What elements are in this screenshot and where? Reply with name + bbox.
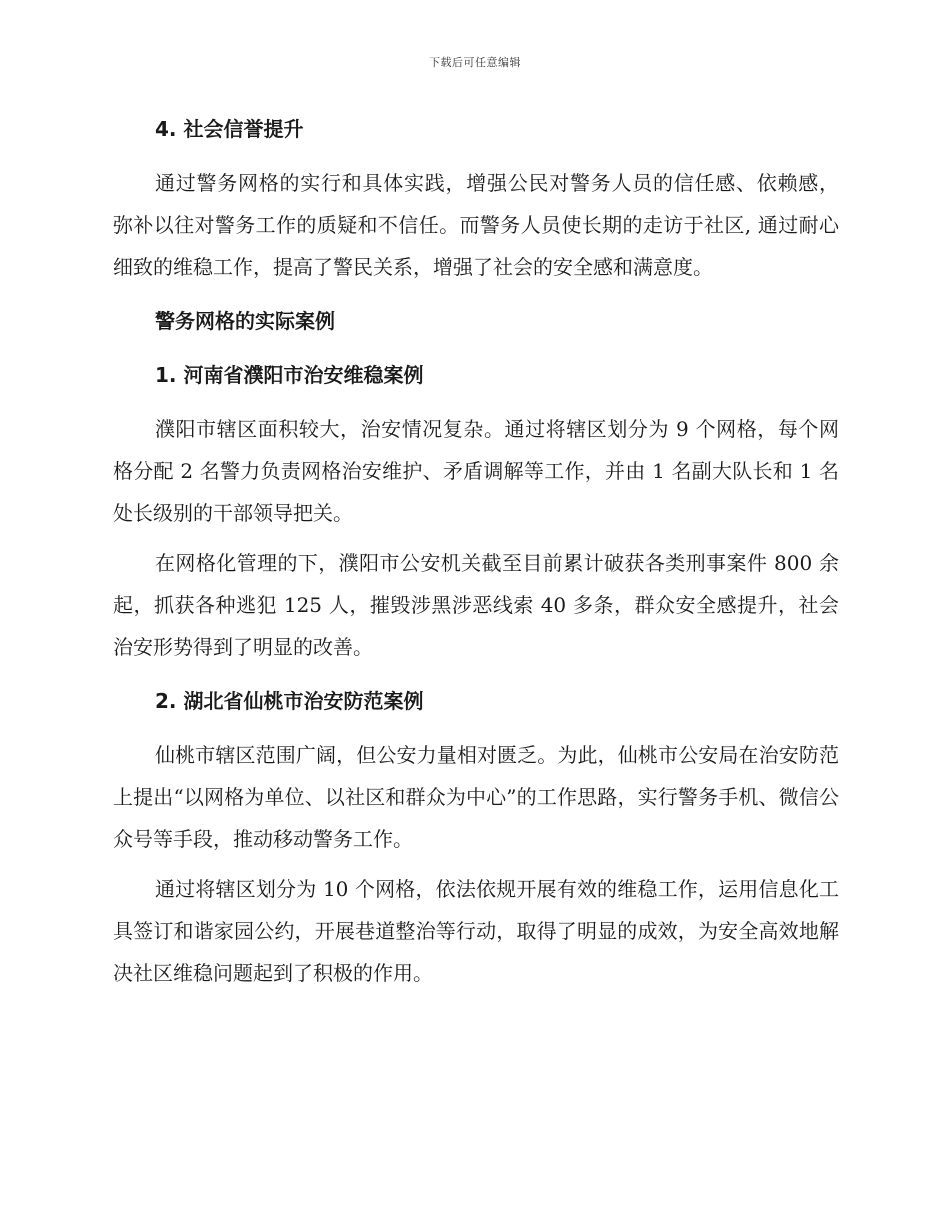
document-body bbox=[113, 108, 839, 1006]
paragraph-credit: 通过警务网格的实行和具体实践，增强公民对警务人员的信任感、依赖感， 弥补以往对警务工作的质疑和不信任。而警务人员使长期的走访于社区, 通过耐心细致的维稳工作，提高了警民关系，增强了社会的安全感和满意度。 bbox=[113, 171, 839, 279]
section-heading-cases: 警务网格的实际案例 bbox=[155, 309, 335, 333]
paragraph-case2-intro: 仙桃市辖区范围广阔，但公安力量相对匮乏。为此，仙桃市公安局在治安防范上提出“以网格为单位、以社区和群众为中心”的工作思路，实行警务手机、微信公众号等手段，推动移动警务工作。 bbox=[113, 743, 839, 851]
page-header: 下载后可任意编辑 bbox=[429, 56, 521, 69]
paragraph-case1-intro: 濮阳市辖区面积较大，治安情况复杂。通过将辖区划分为 9 个网格，每个网格分配 2 名警力负责网格治安维护、矛盾调解等工作，并由 1 名副大队长和 1 名处长级别的干部领导把关。 bbox=[113, 417, 839, 525]
subsection-heading-case2: 2. 湖北省仙桃市治安防范案例 bbox=[155, 689, 424, 713]
section-heading-credit: 4. 社会信誉提升 bbox=[155, 117, 304, 141]
paragraph-case2-results: 通过将辖区划分为 10 个网格，依法依规开展有效的维稳工作，运用信息化工具签订和谐家园公约，开展巷道整治等行动，取得了明显的成效，为安全高效地解决社区维稳问题起到了积极的作用。 bbox=[113, 877, 839, 985]
subsection-heading-case1: 1. 河南省濮阳市治安维稳案例 bbox=[155, 363, 424, 387]
paragraph-case1-results: 在网格化管理的下，濮阳市公安机关截至目前累计破获各类刑事案件 800 余起，抓获各种逃犯 125 人，摧毁涉黑涉恶线索 40 多条，群众安全感提升，社会治安形势得到了明显的改善。 bbox=[113, 551, 839, 659]
